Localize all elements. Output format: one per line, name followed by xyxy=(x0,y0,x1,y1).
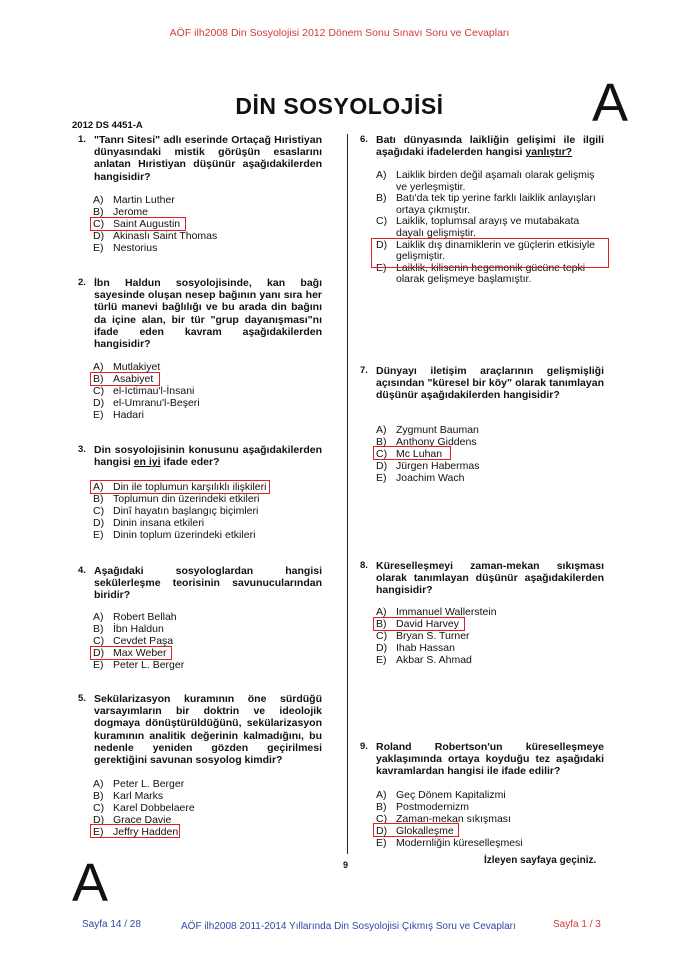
option-letter: B) xyxy=(376,436,387,449)
option-text: Jürgen Habermas xyxy=(396,460,480,473)
option-text: Postmodernizm xyxy=(396,801,469,814)
question-text-end: ifade eder? xyxy=(160,456,220,469)
option-text: Max Weber xyxy=(113,647,167,660)
option-text: Bryan S. Turner xyxy=(396,630,470,643)
question-number: 9. xyxy=(360,741,368,752)
option-text: Jerome xyxy=(113,206,149,219)
question-8-options xyxy=(376,606,604,666)
option-text: Joachim Wach xyxy=(396,472,465,485)
option-letter: C) xyxy=(93,218,105,231)
option-text: Akinaslı Saint Thomas xyxy=(113,230,218,243)
question-text xyxy=(94,444,322,468)
option-e[interactable] xyxy=(93,242,323,254)
option-letter: A) xyxy=(376,169,387,181)
option-b[interactable] xyxy=(376,193,604,216)
booklet-letter-bottom: A xyxy=(72,853,109,913)
question-text: Küreselleşmeyi zaman-mekan sıkışması olarak tanımlayan düşünür aşağıdakilerden hangisidir? xyxy=(376,560,604,597)
option-e[interactable] xyxy=(376,472,604,484)
option-text: Karel Dobbelaere xyxy=(113,802,195,815)
option-e[interactable] xyxy=(376,837,604,849)
option-letter: E) xyxy=(93,409,104,422)
option-letter: C) xyxy=(376,813,388,826)
option-letter: E) xyxy=(93,242,104,255)
option-letter: E) xyxy=(93,659,104,672)
option-text: Peter L. Berger xyxy=(113,659,185,672)
option-e[interactable] xyxy=(376,654,604,666)
option-text: Dinî hayatın başlangıç biçimleri xyxy=(113,505,259,518)
answer-highlight-box xyxy=(373,617,465,631)
option-text: Martin Luther xyxy=(113,194,175,206)
question-text-main: Din sosyolojisinin konusunu aşağıdakilerden hangisi xyxy=(94,444,322,469)
option-letter: A) xyxy=(93,481,104,493)
question-number: 8. xyxy=(360,560,368,571)
option-letter: B) xyxy=(93,790,104,803)
option-d[interactable] xyxy=(93,397,323,409)
option-text: Laiklik, toplumsal arayış ve mutabakata dayalı gelişmiştir. xyxy=(396,215,580,239)
option-a[interactable] xyxy=(93,611,323,623)
exam-code: 2012 DS 4451-A xyxy=(72,120,143,131)
question-emphasis: en iyi xyxy=(133,456,161,469)
option-text: Robert Bellah xyxy=(113,611,177,623)
option-d[interactable] xyxy=(93,230,323,242)
answer-highlight-box xyxy=(90,824,180,838)
option-text: Immanuel Wallerstein xyxy=(396,606,497,618)
option-text: Zygmunt Bauman xyxy=(396,424,479,436)
option-b[interactable] xyxy=(93,790,323,802)
option-e[interactable] xyxy=(93,659,323,671)
question-text: "Tanrı Sitesi" adlı eserinde Ortaçağ Hıristiyan dünyasındaki mistik görüşün esaslarını anlatan Hıristiyan düşünür aşağıdakilerden hangisidir? xyxy=(94,134,322,183)
option-letter: C) xyxy=(376,215,388,228)
option-e[interactable] xyxy=(93,409,323,421)
option-letter: E) xyxy=(93,529,104,542)
top-header-title: AÖF ilh2008 Din Sosyolojisi 2012 Dönem Sonu Sınavı Soru ve Cevapları xyxy=(169,27,510,39)
option-text: Saint Augustin xyxy=(113,218,181,231)
option-c[interactable] xyxy=(93,505,323,517)
option-letter: B) xyxy=(376,801,387,814)
question-text xyxy=(376,134,604,158)
option-d[interactable] xyxy=(376,460,604,472)
continue-note: İzleyen sayfaya geçiniz. xyxy=(484,855,597,866)
column-divider xyxy=(347,134,348,854)
question-4-options xyxy=(93,611,323,671)
option-text: Dinin toplum üzerindeki etkileri xyxy=(113,529,256,542)
footer-right: Sayfa 1 / 3 xyxy=(553,919,601,930)
option-letter: B) xyxy=(93,206,104,219)
option-text: el-İctimau'l-İnsani xyxy=(113,385,195,398)
option-text: Laiklik, kilisenin hegemonik gücüne tepki olarak gelişmeye başlamıştır. xyxy=(396,261,586,286)
option-b[interactable] xyxy=(376,801,604,813)
option-letter: D) xyxy=(93,517,105,530)
option-letter: D) xyxy=(93,230,105,243)
option-b[interactable] xyxy=(93,623,323,635)
question-text: İbn Haldun sosyolojisinde, kan bağı sayesinde oluşan nesep bağının yanı sıra her türlü manevi bağlılığı ve bu arada din bağını da içine alan, bir tür "grup dayanışması"nı ifade eden kavram aşağıdakilerden hangisidir? xyxy=(94,277,322,351)
option-a[interactable] xyxy=(376,424,604,436)
option-text: Grace Davie xyxy=(113,814,172,827)
option-letter: C) xyxy=(93,802,105,815)
option-letter: D) xyxy=(376,460,388,473)
option-c[interactable] xyxy=(93,802,323,814)
option-letter: C) xyxy=(93,385,105,398)
option-text: Hadari xyxy=(113,409,144,422)
option-d[interactable] xyxy=(93,517,323,529)
option-letter: E) xyxy=(376,472,387,485)
option-text: Nestorius xyxy=(113,242,158,255)
option-text: Mc Luhan xyxy=(396,448,443,461)
option-d[interactable] xyxy=(376,642,604,654)
option-a[interactable] xyxy=(93,778,323,790)
option-letter: D) xyxy=(376,825,388,838)
option-text: Jeffry Hadden xyxy=(113,826,179,839)
option-letter: C) xyxy=(376,448,388,461)
option-text: Toplumun din üzerindeki etkileri xyxy=(113,493,260,506)
option-text: Asabiyet xyxy=(113,373,154,386)
question-number: 3. xyxy=(78,444,86,455)
question-9-options xyxy=(376,789,604,849)
footer-center: AÖF ilh2008 2011-2014 Yıllarında Din Sosyolojisi Çıkmış Soru ve Cevapları xyxy=(181,921,516,932)
exam-title: DİN SOSYOLOJİSİ xyxy=(235,93,444,119)
answer-highlight-box xyxy=(90,646,172,660)
question-text: Aşağıdaki sosyologlardan hangisi sekülerleşme teorisinin savunucularından biridir? xyxy=(94,565,322,602)
answer-highlight-box xyxy=(90,480,270,494)
question-text: Dünyayı iletişim araçlarının gelişmişliği açısından "küresel bir köy" olarak tanımlayan düşünür aşağıdakilerden hangisidir? xyxy=(376,365,604,402)
option-letter: C) xyxy=(93,635,105,648)
option-text: İbn Haldun xyxy=(113,623,164,636)
option-letter: E) xyxy=(376,261,387,274)
option-letter: B) xyxy=(376,618,387,631)
question-6-options xyxy=(376,170,604,286)
answer-highlight-box xyxy=(371,238,609,268)
option-letter: D) xyxy=(93,397,105,410)
question-number: 7. xyxy=(360,365,368,376)
option-text: Karl Marks xyxy=(113,790,164,803)
option-text: Cevdet Paşa xyxy=(113,635,174,648)
option-letter: B) xyxy=(93,493,104,506)
option-text: Dinin insana etkileri xyxy=(113,517,205,530)
option-letter: A) xyxy=(93,611,104,623)
option-letter: A) xyxy=(376,606,387,618)
option-text: Peter L. Berger xyxy=(113,778,185,790)
option-text: Modernliğin küreselleşmesi xyxy=(396,837,523,850)
option-e[interactable] xyxy=(93,529,323,541)
option-text: Anthony Giddens xyxy=(396,436,477,449)
answer-highlight-box xyxy=(90,217,186,231)
option-letter: A) xyxy=(93,194,104,206)
option-text: Din ile toplumun karşılıklı ilişkileri xyxy=(113,481,267,493)
option-letter: D) xyxy=(93,814,105,827)
option-text: Zaman-mekan sıkışması xyxy=(396,813,511,826)
option-letter: C) xyxy=(376,630,388,643)
option-letter: B) xyxy=(93,623,104,636)
question-emphasis: yanlıştır? xyxy=(525,146,573,159)
option-letter: D) xyxy=(376,642,388,655)
option-letter: C) xyxy=(93,505,105,518)
option-letter: A) xyxy=(93,361,104,373)
page-number: 9 xyxy=(343,860,349,870)
option-letter: E) xyxy=(376,654,387,667)
answer-highlight-box xyxy=(90,372,160,386)
question-text-main: Batı dünyasında laikliğin gelişimi ile ilgili aşağıdaki ifadelerden hangisi xyxy=(376,134,604,159)
question-number: 5. xyxy=(78,693,86,704)
option-c[interactable] xyxy=(376,216,604,239)
footer-left: Sayfa 14 / 28 xyxy=(82,919,141,930)
question-number: 2. xyxy=(78,277,86,288)
option-letter: E) xyxy=(93,826,104,839)
option-text: Laiklik dış dinamiklerin ve güçlerin etkisiyle gelişmiştir. xyxy=(396,238,595,263)
option-text: Ihab Hassan xyxy=(396,642,455,655)
question-2-options xyxy=(93,361,323,421)
option-text: Akbar S. Ahmad xyxy=(396,654,472,667)
option-letter: A) xyxy=(376,424,387,436)
option-a[interactable] xyxy=(93,194,323,206)
question-text: Sekülarizasyon kuramının öne sürdüğü varsayımların bir doktrin ve ideolojik dogmaya dönüştürüldüğünü, sekülarizasyon kuramının analitik değerinin kalmadığını, bu nedenle yeniden gözden geçirilmesi gerektiğini savunan sosyolog kimdir? xyxy=(94,693,322,767)
answer-highlight-box xyxy=(373,446,451,460)
option-c[interactable] xyxy=(376,630,604,642)
option-text: el-Umranu'l-Beşeri xyxy=(113,397,200,410)
option-text: David Harvey xyxy=(396,618,460,631)
option-letter: A) xyxy=(376,789,387,801)
option-b[interactable] xyxy=(93,493,323,505)
question-number: 6. xyxy=(360,134,368,145)
option-letter: D) xyxy=(93,647,105,660)
answer-highlight-box xyxy=(373,823,459,837)
question-text: Roland Robertson'un küreselleşmeye yaklaşımında ortaya koyduğu tez aşağıdaki kavramlardan hangisi ile ifade edilir? xyxy=(376,741,604,778)
question-number: 4. xyxy=(78,565,86,576)
option-a[interactable] xyxy=(376,789,604,801)
option-letter: A) xyxy=(93,778,104,790)
option-letter: D) xyxy=(376,238,388,251)
option-letter: B) xyxy=(93,373,104,386)
option-text: Glokalleşme xyxy=(396,825,454,838)
option-c[interactable] xyxy=(93,385,323,397)
question-number: 1. xyxy=(78,134,86,145)
option-letter: B) xyxy=(376,192,387,205)
option-a[interactable] xyxy=(376,170,604,193)
option-text: Mutlakiyet xyxy=(113,361,161,373)
option-text: Geç Dönem Kapitalizmi xyxy=(396,789,506,801)
option-text: Batı'da tek tip yerine farklı laiklik anlayışları ortaya çıkmıştır. xyxy=(396,192,596,216)
booklet-letter-top: A xyxy=(592,73,629,133)
option-text: Laiklik birden değil aşamalı olarak gelişmiş ve yerleşmiştir. xyxy=(396,169,595,193)
option-letter: E) xyxy=(376,837,387,850)
